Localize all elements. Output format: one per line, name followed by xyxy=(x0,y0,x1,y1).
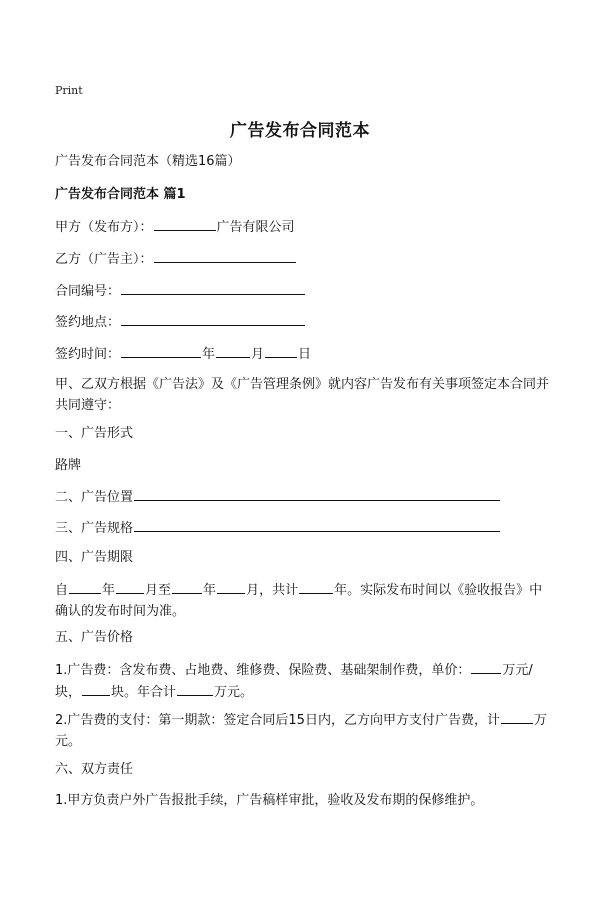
sec5-item2-b: 万元。 xyxy=(55,713,547,749)
document-subtitle: 广告发布合同范本（精选16篇） xyxy=(55,154,241,169)
sec5-item1-b: 万元/块， xyxy=(55,663,533,700)
sec6-title: 六、双方责任 xyxy=(55,762,134,777)
party-b-line xyxy=(55,248,297,270)
sec4-title: 四、广告期限 xyxy=(55,550,134,565)
contract-number-label: 合同编号： xyxy=(55,284,121,299)
sign-month-label: 月 xyxy=(251,347,265,362)
sec3-line xyxy=(55,517,501,539)
sec5-payment-blank xyxy=(501,709,533,724)
sign-year-blank xyxy=(121,343,201,358)
sign-day-blank xyxy=(265,343,297,358)
sec1-value: 路牌 xyxy=(55,458,82,473)
sec5-total-blank xyxy=(177,681,213,696)
sign-time-line xyxy=(55,343,311,365)
sec4-year1: 年 xyxy=(102,583,116,598)
party-a-suffix: 广告有限公司 xyxy=(216,220,295,235)
sign-day-label: 日 xyxy=(298,347,312,362)
sign-place-blank xyxy=(121,311,305,326)
sec5-title: 五、广告价格 xyxy=(55,630,134,645)
sign-month-blank xyxy=(216,343,250,358)
print-link[interactable]: Print xyxy=(55,84,83,97)
sec5-item1-c: 块。年合计 xyxy=(111,685,177,700)
sec5-item2-a: 2.广告费的支付：第一期款：签定合同后15日内，乙方向甲方支付广告费，计 xyxy=(55,713,500,728)
sec4-month1: 月至 xyxy=(145,583,172,598)
preamble-paragraph: 甲、乙双方根据《广告法》及《广告管理条例》就内容广告发布有关事项签定本合同并共同遵守： xyxy=(55,377,550,413)
sec4-from: 自 xyxy=(55,583,69,598)
sec4-year2-blank xyxy=(172,579,202,594)
sec4-year1-blank xyxy=(69,579,101,594)
party-a-line xyxy=(55,216,295,238)
sec4-total-blank xyxy=(299,579,333,594)
sign-place-line xyxy=(55,311,306,333)
sec1-title: 一、广告形式 xyxy=(55,426,134,441)
sign-year-label: 年 xyxy=(202,347,216,362)
sec3-title: 三、广告规格 xyxy=(55,521,134,536)
sec4-term-paragraph xyxy=(55,579,555,622)
sec4-month2-blank xyxy=(217,579,245,594)
sign-time-label: 签约时间： xyxy=(55,347,121,362)
sign-place-label: 签约地点： xyxy=(55,315,121,330)
sec5-item2-paragraph xyxy=(55,709,555,752)
sec6-item1: 1.甲方负责户外广告报批手续，广告稿样审批，验收及发布期的保修维护。 xyxy=(55,793,484,808)
party-b-blank xyxy=(154,248,296,263)
party-b-label: 乙方（广告主）： xyxy=(55,252,153,267)
sec5-item1-a: 1.广告费：含发布费、占地费、维修费、保险费、基础架制作费，单价： xyxy=(55,663,471,678)
sec5-item1-paragraph xyxy=(55,659,555,703)
contract-number-blank xyxy=(121,280,305,295)
sec5-unit-price-blank xyxy=(471,659,501,674)
sec2-line xyxy=(55,486,501,508)
sec5-item1-d: 万元。 xyxy=(214,685,254,700)
sec2-title: 二、广告位置 xyxy=(55,490,134,505)
section-heading: 广告发布合同范本 篇1 xyxy=(55,187,186,202)
party-a-blank xyxy=(154,216,216,231)
contract-number-line xyxy=(55,280,306,302)
sec4-month1-blank xyxy=(116,579,144,594)
sec3-blank xyxy=(134,517,500,532)
sec2-blank xyxy=(134,486,500,501)
sec5-count-blank xyxy=(82,681,110,696)
sec4-year2: 年 xyxy=(203,583,217,598)
sec4-month2: 月，共计 xyxy=(246,583,299,598)
party-a-label: 甲方（发布方）： xyxy=(55,220,153,235)
document-title: 广告发布合同范本 xyxy=(230,121,370,141)
sec4-tail: 年。实际发布时间以《验收报告》中确认的发布时间为准。 xyxy=(55,583,543,619)
